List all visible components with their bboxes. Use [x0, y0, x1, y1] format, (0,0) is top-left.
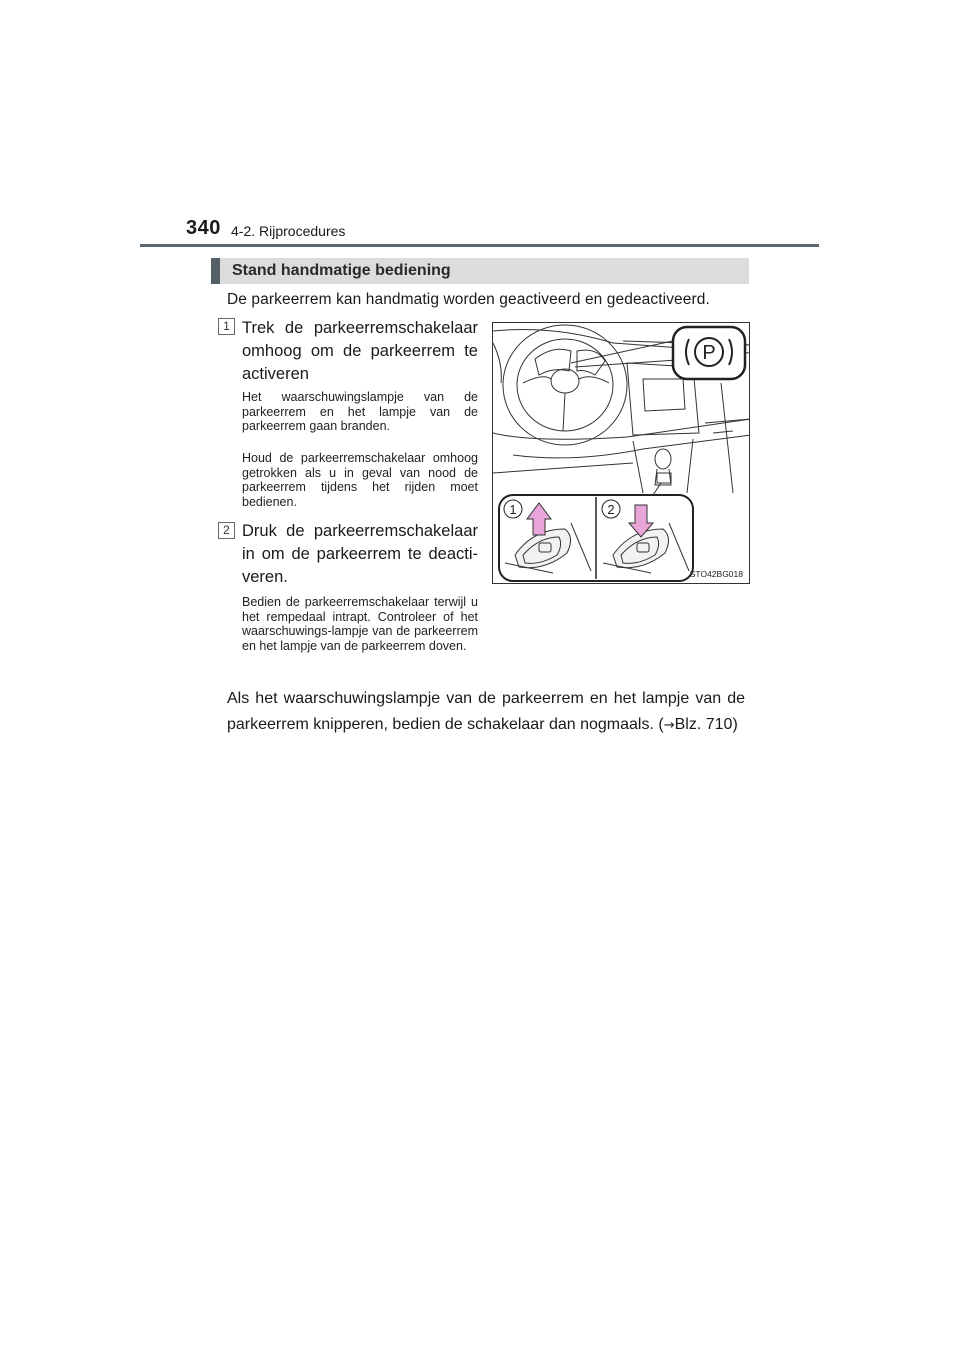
step-title-2: Druk de parkeerremschakelaar in om de parkeerrem te deacti-veren. — [242, 522, 478, 586]
step-marker-2: 2 — [218, 522, 235, 539]
section-path: 4-2. Rijprocedures — [231, 223, 346, 239]
step-title-1: Trek de parkeerremschakelaar omhoog om de parkeerrem te activeren — [242, 319, 478, 383]
step-note: Bedien de parkeerremschakelaar terwijl u het rempedaal intrapt. Controleer of het waarschuwings-lampje van de parkeerrem en het lampje van de parkeerrem doven. — [242, 595, 478, 653]
callout-2 — [602, 500, 620, 518]
svg-text:1: 1 — [509, 502, 517, 517]
page-reference: (→Blz. 710) — [658, 716, 738, 733]
header-rule — [140, 244, 819, 247]
parking-brake-illustration — [493, 323, 750, 584]
closing-text: Als het waarschuwingslampje van de parkeerrem en het lampje van de parkeerrem knipperen, bedien de schakelaar dan nogmaals. — [227, 690, 745, 733]
closing-paragraph — [227, 686, 745, 739]
section-heading: Stand handmatige bediening — [232, 262, 451, 279]
step-note: Het waarschuwingslampje van de parkeerrem en het lampje van de parkeerrem gaan branden. — [242, 390, 478, 433]
section-heading-bar — [211, 258, 749, 284]
svg-text:2: 2 — [607, 502, 615, 517]
intro-paragraph: De parkeerrem kan handmatig worden geactiveerd en gedeactiveerd. — [227, 291, 710, 308]
arrow-right-icon: → — [663, 718, 675, 733]
step-note: Houd de parkeerremschakelaar omhoog getrokken als u in geval van nood de parkeerrem tijdens het rijden moet bedienen. — [242, 451, 478, 509]
illustration-figure — [492, 322, 750, 584]
svg-text:P: P — [702, 342, 716, 364]
figure-code: STO42BG018 — [689, 569, 743, 579]
step-marker-1: 1 — [218, 318, 235, 335]
callout-1 — [504, 500, 522, 518]
page-number: 340 — [186, 217, 221, 239]
